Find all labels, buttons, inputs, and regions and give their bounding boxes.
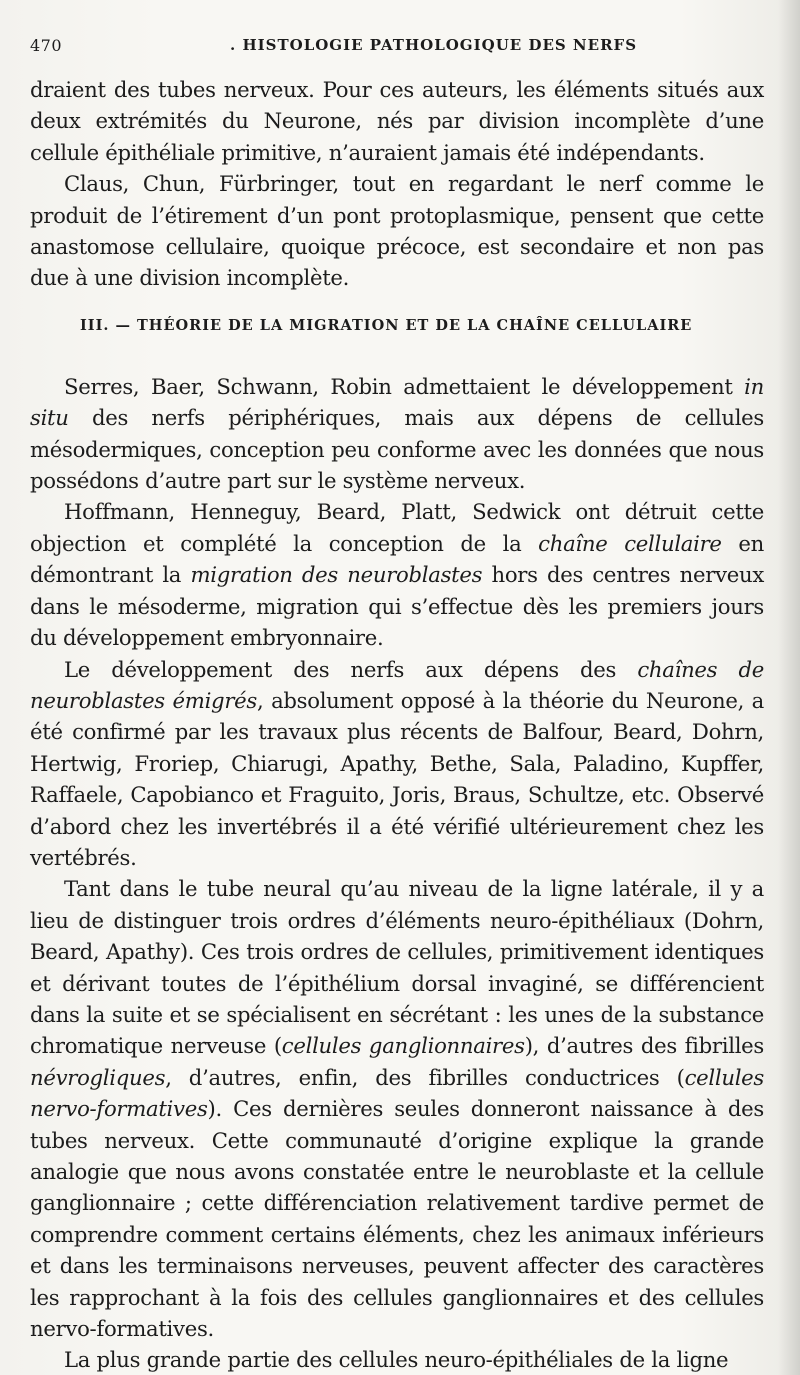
text-run: hors des centres nerveux dans le mésoderme, migration qui s’effectue dès les premiers jours du développement embryonnaire. [30, 562, 764, 651]
italic-phrase: migration des neuroblastes [190, 562, 483, 588]
running-title: . HISTOLOGIE PATHOLOGIQUE DES NERFS [230, 36, 638, 54]
italic-phrase: névrogliques [30, 1064, 166, 1090]
paragraph-tube-neural [30, 873, 764, 1344]
text-run: des nerfs périphériques, mais aux dépens de cellules mésodermiques, conception peu conforme avec les données que nous possédons d’autre part sur le système nerveux. [30, 405, 764, 494]
text-run: , d’autres, enfin, des fibrilles conductrices ( [165, 1064, 685, 1090]
running-header [30, 30, 764, 58]
paragraph-last-line: La plus grande partie des cellules neuro-épithéliales de la ligne [64, 1347, 729, 1373]
section-heading: III. — THÉORIE DE LA MIGRATION ET DE LA CHAÎNE CELLULAIRE [80, 316, 693, 334]
italic-phrase: cellules ganglionnaires [281, 1033, 525, 1059]
italic-phrase: chaînes de neuroblastes émigrés [30, 656, 764, 713]
page-number: 470 [30, 36, 63, 55]
text-run: Le développement des nerfs aux dépens des [64, 656, 638, 682]
text-run: Serres, Baer, Schwann, Robin admettaient le développement [64, 373, 745, 399]
italic-phrase: cellules nervo-formatives [30, 1064, 764, 1122]
paragraph-claus-chun: Claus, Chun, Fürbringer, tout en regardant le nerf comme le produit de l’étirement d’un pont protoplasmique, pensent que cette anastomose cellulaire, quoique précoce, est secondaire et non pas due à une division incomplète. [30, 171, 764, 291]
text-run: ). Ces dernières seules donneront naissance à des tubes nerveux. Cette communauté d’origine explique la grande analogie que nous avons constatée entre le neuroblaste et la cellule ganglionnaire ; cette différenciation relativement tardive permet de comprendre comment certains éléments, chez les animaux inférieurs et dans les terminaisons nerveuses, peuvent affecter des caractères les rapprochant à la fois des cellules ganglionnaires et des cellules nervo-formatives. [30, 1096, 764, 1342]
text-run: ), d’autres des fibrilles [524, 1033, 764, 1059]
text-run: en démontrant la [30, 530, 764, 588]
text-run: Hoffmann, Henneguy, Beard, Platt, Sedwick ont détruit cette objection et complété la conception de la [30, 499, 764, 556]
text-run: Tant dans le tube neural qu’au niveau de la ligne latérale, il y a lieu de distinguer trois ordres d’éléments neuro-épithéliaux (Dohrn, Beard, Apathy). Ces trois ordres de cellules, primitivement identiques et dérivant toutes de l’épithélium dorsal invaginé, se différencient dans la suite et se spécialisent en sécrétant : les unes de la substance chromatique nerveuse ( [30, 876, 764, 1059]
paragraph-developpement [30, 654, 764, 874]
text-run: , absolument opposé à la théorie du Neurone, a été confirmé par les travaux plus récents de Balfour, Beard, Dohrn, Hertwig, Froriep, Chiarugi, Apathy, Bethe, Sala, Paladino, Kupffer, Raffaele, Capobianco et Fraguito, Joris, Braus, Schultze, etc. Observé d’abord chez les invertébrés il a été vérifié ultérieurement chez les vertébrés. [30, 687, 764, 870]
paragraph-hoffmann [30, 496, 764, 653]
paragraph-continuation: draient des tubes nerveux. Pour ces auteurs, les éléments situés aux deux extrémités du Neurone, nés par division incomplète d’une cellule épithéliale primitive, n’auraient jamais été indépendants. [30, 77, 764, 165]
paragraph-serres-baer [30, 371, 764, 497]
page-edge-shadow [778, 0, 800, 1375]
italic-phrase: chaîne cellulaire [538, 530, 722, 556]
italic-phrase: in situ [30, 373, 764, 431]
